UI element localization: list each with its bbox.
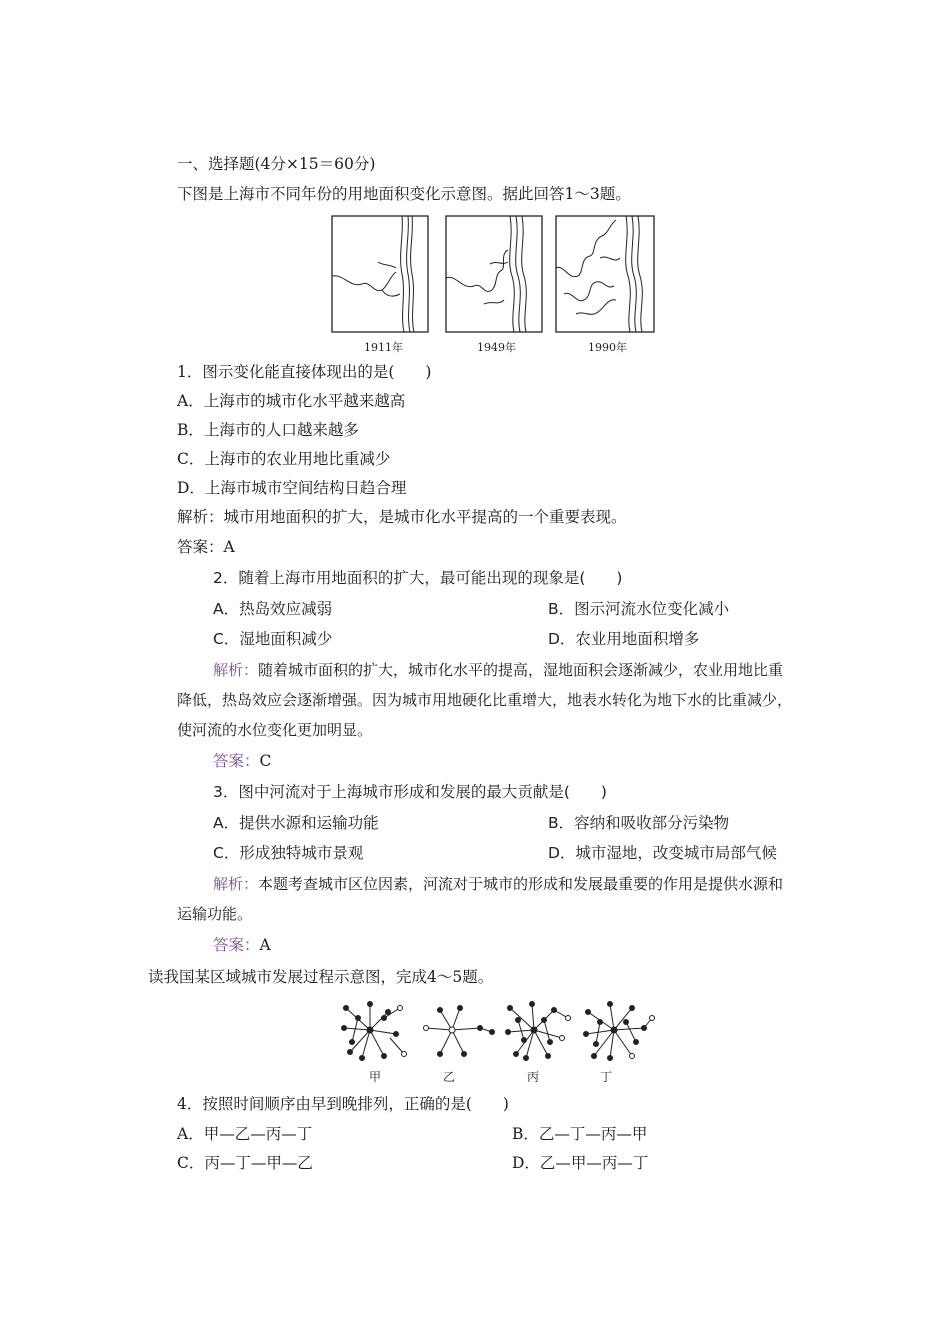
q1-option-b: B．上海市的人口越来越多: [177, 421, 359, 439]
section-heading: 一、选择题(4分×15＝60分): [177, 155, 376, 173]
q2-analysis-line-2: 降低，热岛效应会逐渐增强。因为城市用地硬化比重增大，地表水转化为地下水的比重减少，: [177, 691, 793, 709]
q4-option-a: A．甲—乙—丙—丁: [177, 1125, 313, 1143]
q3-option-b: B．容纳和吸收部分污染物: [548, 814, 730, 832]
q2-option-b: B．图示河流水位变化减小: [548, 600, 730, 618]
diagram-yi: [424, 1006, 495, 1057]
q3-stem: 3．图中河流对于上海城市形成和发展的最大贡献是( ): [213, 783, 607, 801]
q1-answer: 答案：A: [177, 538, 235, 556]
city-development-figure: [330, 998, 660, 1063]
q3-option-c: C．形成独特城市景观: [213, 844, 364, 862]
caption-1990: 1990年: [588, 341, 627, 354]
q2-analysis-label: 解析：: [213, 661, 259, 679]
intro-text-2: 读我国某区域城市发展过程示意图，完成4～5题。: [148, 968, 494, 986]
q3-answer-label: 答案：: [213, 936, 260, 954]
q1-option-a: A．上海市的城市化水平越来越高: [177, 392, 406, 410]
label-bing: 丙: [527, 1070, 540, 1084]
map-1911: [332, 216, 428, 332]
q2-option-a: A．热岛效应减弱: [213, 600, 333, 618]
map-1990: [556, 216, 654, 332]
q3-answer: [213, 935, 271, 955]
q2-answer: [213, 751, 271, 771]
q3-answer-value: A: [259, 936, 271, 954]
q2-option-d: D．农业用地面积增多: [548, 630, 700, 648]
label-yi: 乙: [443, 1070, 456, 1084]
q3-option-d: D．城市湿地，改变城市局部气候: [548, 844, 777, 862]
intro-text-1: 下图是上海市不同年份的用地面积变化示意图。据此回答1～3题。: [177, 185, 631, 203]
caption-1949: 1949年: [477, 341, 516, 354]
diagram-jia: [342, 1002, 407, 1061]
q2-answer-label: 答案：: [213, 752, 260, 770]
q4-option-c: C．丙—丁—甲—乙: [177, 1154, 313, 1172]
label-jia: 甲: [369, 1070, 382, 1084]
q1-option-d: D．上海市城市空间结构日趋合理: [177, 479, 407, 497]
q4-option-d: D．乙—甲—丙—丁: [512, 1154, 649, 1172]
q3-analysis-line-2: 运输功能。: [177, 905, 253, 923]
q1-option-c: C．上海市的农业用地比重减少: [177, 450, 391, 468]
q4-option-b: B．乙—丁—丙—甲: [512, 1125, 648, 1143]
q2-stem: 2．随着上海市用地面积的扩大，最可能出现的现象是( ): [213, 569, 623, 587]
q3-analysis-text-1: 本题考查城市区位因素，河流对于城市的形成和发展最重要的作用是提供水源和: [258, 875, 784, 893]
q2-answer-value: C: [259, 752, 272, 770]
q1-stem: 1．图示变化能直接体现出的是( ): [177, 363, 432, 381]
q2-analysis-line-3: 使河流的水位变化更加明显。: [177, 721, 373, 739]
q3-analysis-line-1: [213, 874, 783, 894]
q3-option-a: A．提供水源和运输功能: [213, 814, 379, 832]
diagram-bing: [506, 1002, 571, 1061]
q1-analysis: 解析：城市用地面积的扩大，是城市化水平提高的一个重要表现。: [177, 508, 627, 526]
diagram-ding: [584, 1002, 655, 1061]
q2-analysis-line-1: [213, 660, 783, 680]
label-ding: 丁: [600, 1070, 613, 1084]
caption-1911: 1911年: [364, 341, 403, 354]
q3-analysis-label: 解析：: [213, 875, 259, 893]
q2-analysis-text-1: 随着城市面积的扩大，城市化水平的提高，湿地面积会逐渐减少，农业用地比重: [258, 661, 784, 679]
map-1949: [446, 216, 542, 332]
shanghai-landuse-figure: [330, 214, 660, 334]
q4-stem: 4．按照时间顺序由早到晚排列，正确的是( ): [177, 1095, 509, 1113]
q2-option-c: C．湿地面积减少: [213, 630, 333, 648]
